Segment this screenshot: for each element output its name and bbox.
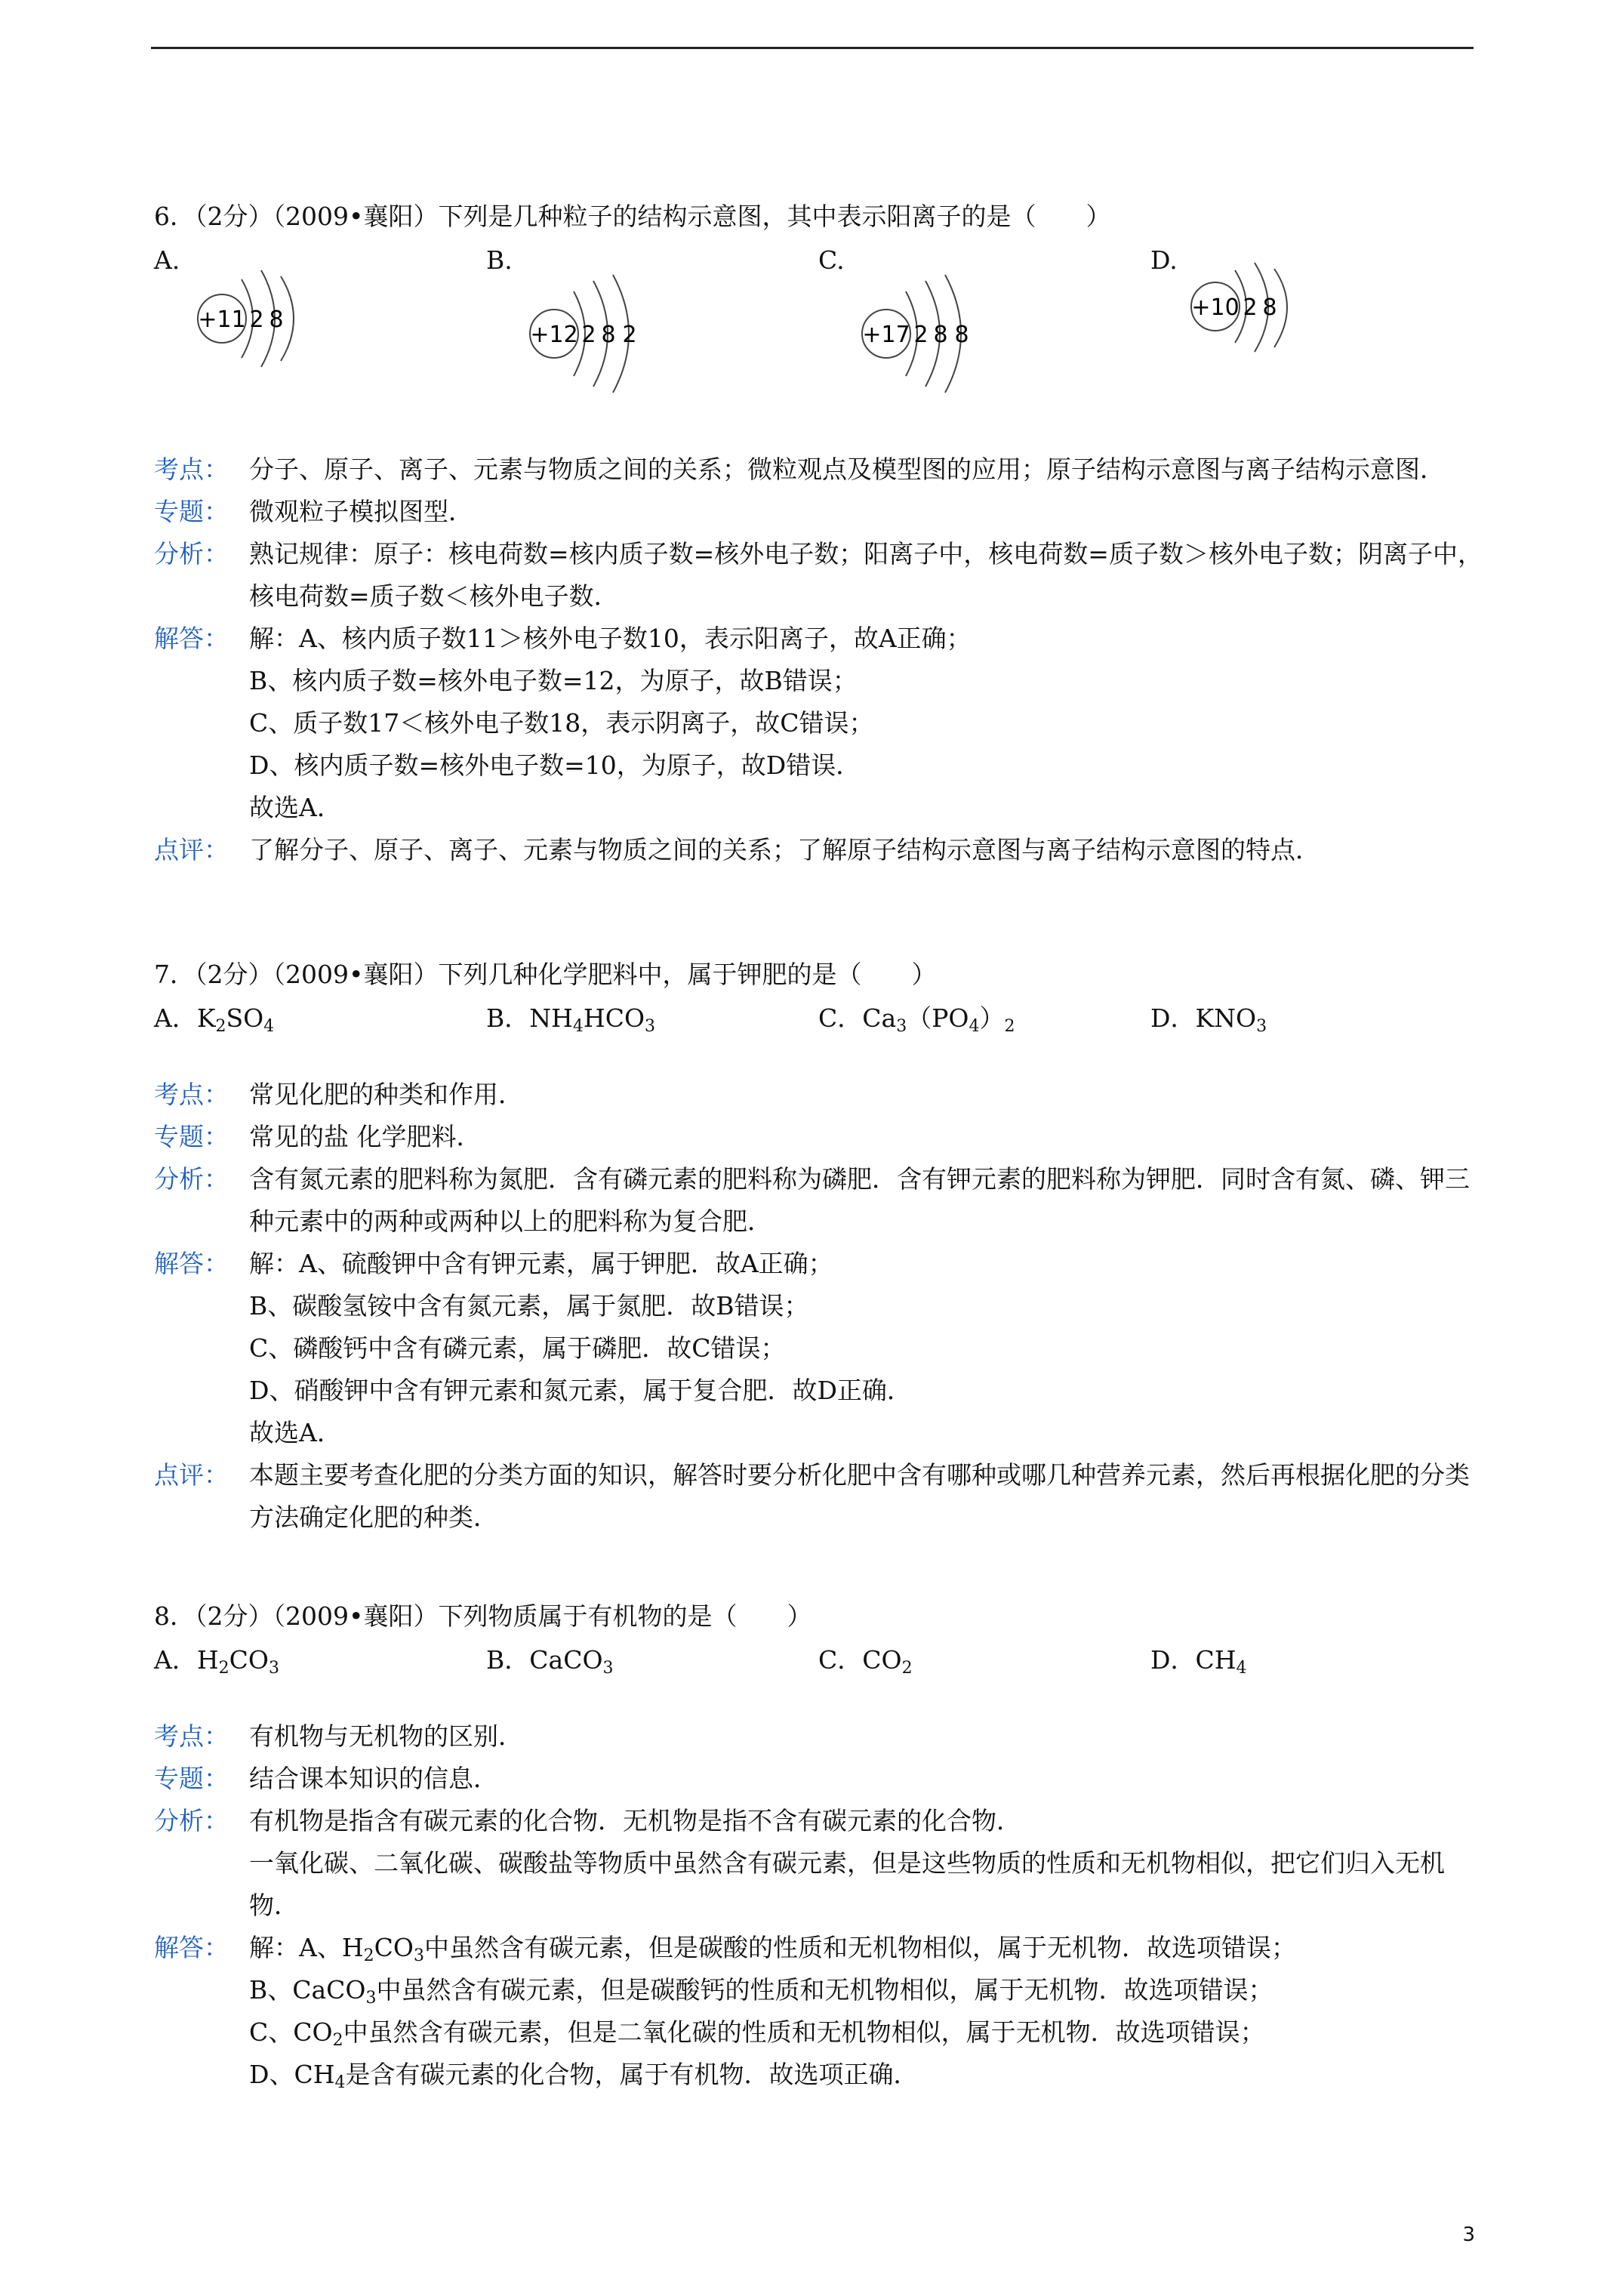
shell-electron-count: 8 xyxy=(269,307,284,333)
zhuanti-label: 专题： xyxy=(154,497,229,526)
option-b: B．CaCO$_3$ xyxy=(486,1645,614,1678)
atom-diagram-d xyxy=(1185,260,1321,373)
jieda-label: 解答： xyxy=(154,1933,229,1962)
kaodian-text: 常见化肥的种类和作用． xyxy=(249,1080,523,1109)
option-b-label: B. xyxy=(486,245,513,275)
dianping-text: 了解分子、原子、离子、元素与物质之间的关系；了解原子结构示意图与离子结构示意图的特点． xyxy=(249,835,1320,864)
dianping-label: 点评： xyxy=(154,835,229,864)
option-c: C．$Ca_3(PO_4)_2$ xyxy=(818,1003,1015,1036)
fenxi-row xyxy=(154,1800,1483,1927)
kaodian-text: 分子、原子、离子、元素与物质之间的关系；微粒观点及模型图的应用；原子结构示意图与离子结构示意图． xyxy=(249,455,1445,484)
option-c: C．$CO_2$ xyxy=(818,1645,913,1678)
options-row xyxy=(154,997,1483,1040)
jieda-line: B、CaCO$_3$中虽然含有碳元素，但是碳酸钙的性质和无机物相似，属于无机物．故选项错误； xyxy=(249,1975,1273,2008)
jieda-line: C、$CO_2$中虽然含有碳元素，但是二氧化碳的性质和无机物相似，属于无机物．故选项错误； xyxy=(249,2017,1265,2050)
zhuanti-text: 常见的盐 化学肥料． xyxy=(249,1122,482,1151)
dianping-text: 本题主要考查化肥的分类方面的知识，解答时要分析化肥中含有哪种或哪几种营养元素，然后再根据化肥的分类方法确定化肥的种类． xyxy=(249,1460,1470,1532)
jieda-line: C、磷酸钙中含有磷元素，属于磷肥．故C错误； xyxy=(249,1333,786,1363)
options-row xyxy=(154,1638,1483,1682)
jieda-label: 解答： xyxy=(154,624,229,653)
fenxi-line: 有机物是指含有碳元素的化合物．无机物是指不含有碳元素的化合物． xyxy=(249,1806,1021,1835)
kaodian-row xyxy=(154,448,1483,491)
shell-electron-count: 8 xyxy=(1262,294,1277,321)
nucleus-label: +11 xyxy=(198,307,246,333)
zhuanti-row xyxy=(154,1116,1483,1158)
jieda-line: 解：A、$H_2CO_3$中虽然含有碳元素，但是碳酸的性质和无机物相似，属于无机物．故选项错误； xyxy=(249,1933,1296,1965)
atom-diagram-b xyxy=(524,269,690,397)
option-d: D．$CH_4$ xyxy=(1150,1645,1247,1678)
question-8 xyxy=(154,1595,1483,2096)
jieda-line: 故选A． xyxy=(249,793,342,822)
fenxi-text: 熟记规律：原子：核电荷数=核内质子数=核外电子数；阳离子中，核电荷数=质子数＞核外电子数；阴离子中，核电荷数=质子数＜核外电子数． xyxy=(249,539,1483,611)
shell-electron-count: 8 xyxy=(954,322,969,348)
jieda-label: 解答： xyxy=(154,1249,229,1278)
kaodian-text: 有机物与无机物的区别． xyxy=(249,1721,523,1751)
question-7 xyxy=(154,953,1483,1539)
shell-electron-count: 2 xyxy=(622,322,637,348)
nucleus-label: +12 xyxy=(530,322,578,348)
jieda-line: D、硝酸钾中含有钾元素和氮元素，属于复合肥．故D正确． xyxy=(249,1376,912,1405)
option-d-label: D. xyxy=(1150,245,1178,275)
dianping-row xyxy=(154,829,1483,871)
fenxi-label: 分析： xyxy=(154,1164,229,1194)
jieda-line: C、质子数17＜核外电子数18，表示阴离子，故C错误； xyxy=(249,708,874,738)
shell-electron-count: 8 xyxy=(601,322,616,348)
question-stem: 7．（2分）（2009•襄阳）下列几种化学肥料中，属于钾肥的是（ ） xyxy=(154,960,937,989)
shell-electron-count: 2 xyxy=(249,307,264,333)
kaodian-label: 考点： xyxy=(154,1721,229,1751)
nucleus-label: +17 xyxy=(862,322,910,348)
jieda-line: B、核内质子数=核外电子数=12，为原子，故B错误； xyxy=(249,666,858,695)
shell-electron-count: 2 xyxy=(581,322,596,348)
zhuanti-label: 专题： xyxy=(154,1764,229,1793)
option-a: A．$H_2CO_3$ xyxy=(154,1645,279,1678)
dianping-label: 点评： xyxy=(154,1460,229,1490)
question-stem: 8．（2分）（2009•襄阳）下列物质属于有机物的是（ ） xyxy=(154,1601,812,1631)
atom-diagram-a xyxy=(192,260,328,373)
option-b: B．$NH_4HCO_3$ xyxy=(486,1003,656,1036)
fenxi-row xyxy=(154,1158,1483,1243)
zhuanti-text: 微观粒子模拟图型． xyxy=(249,497,473,526)
option-a: A．$K_2SO_4$ xyxy=(154,1003,275,1036)
question-stem: 6．（2分）（2009•襄阳）下列是几种粒子的结构示意图，其中表示阳离子的是（ ） xyxy=(154,202,1111,231)
kaodian-row xyxy=(154,1074,1483,1116)
option-d: D．$KNO_3$ xyxy=(1150,1003,1267,1036)
kaodian-label: 考点： xyxy=(154,1080,229,1109)
shell-electron-count: 8 xyxy=(933,322,948,348)
jieda-line: 解：A、硫酸钾中含有钾元素，属于钾肥．故A正确； xyxy=(249,1249,833,1278)
page-number: 3 xyxy=(1462,2224,1475,2246)
zhuanti-row xyxy=(154,1758,1483,1800)
question-6 xyxy=(154,195,1483,871)
option-a-label: A. xyxy=(154,245,180,275)
jieda-line: D、核内质子数=核外电子数=10，为原子，故D错误． xyxy=(249,750,861,780)
fenxi-label: 分析： xyxy=(154,1806,229,1835)
shell-electron-count: 2 xyxy=(913,322,929,348)
jieda-row xyxy=(154,1243,1483,1454)
header-rule xyxy=(151,47,1474,49)
atom-diagrams xyxy=(154,282,1483,433)
kaodian-row xyxy=(154,1715,1483,1758)
jieda-line: B、碳酸氢铵中含有氮元素，属于氮肥．故B错误； xyxy=(249,1291,809,1321)
jieda-row xyxy=(154,1927,1483,2096)
fenxi-line: 一氧化碳、二氧化碳、碳酸盐等物质中虽然含有碳元素，但是这些物质的性质和无机物相似，把它们归入无机物． xyxy=(249,1848,1445,1920)
kaodian-label: 考点： xyxy=(154,455,229,484)
atom-diagram-c xyxy=(856,269,1022,397)
fenxi-text: 含有氮元素的肥料称为氮肥．含有磷元素的肥料称为磷肥．含有钾元素的肥料称为钾肥．同时含有氮、磷、钾三种元素中的两种或两种以上的肥料称为复合肥． xyxy=(249,1164,1470,1236)
option-c-label: C. xyxy=(818,245,845,275)
fenxi-label: 分析： xyxy=(154,539,229,569)
shell-electron-count: 2 xyxy=(1243,294,1258,321)
nucleus-label: +10 xyxy=(1191,294,1240,321)
jieda-row xyxy=(154,618,1483,829)
zhuanti-label: 专题： xyxy=(154,1122,229,1151)
zhuanti-row xyxy=(154,491,1483,533)
zhuanti-text: 结合课本知识的信息． xyxy=(249,1764,498,1793)
jieda-line: 故选A． xyxy=(249,1418,342,1447)
dianping-row xyxy=(154,1454,1483,1539)
fenxi-row xyxy=(154,533,1483,618)
jieda-line: 解：A、核内质子数11＞核外电子数10，表示阳离子，故A正确； xyxy=(249,624,972,653)
jieda-line: D、$CH_4$是含有碳元素的化合物，属于有机物．故选项正确． xyxy=(249,2060,919,2092)
